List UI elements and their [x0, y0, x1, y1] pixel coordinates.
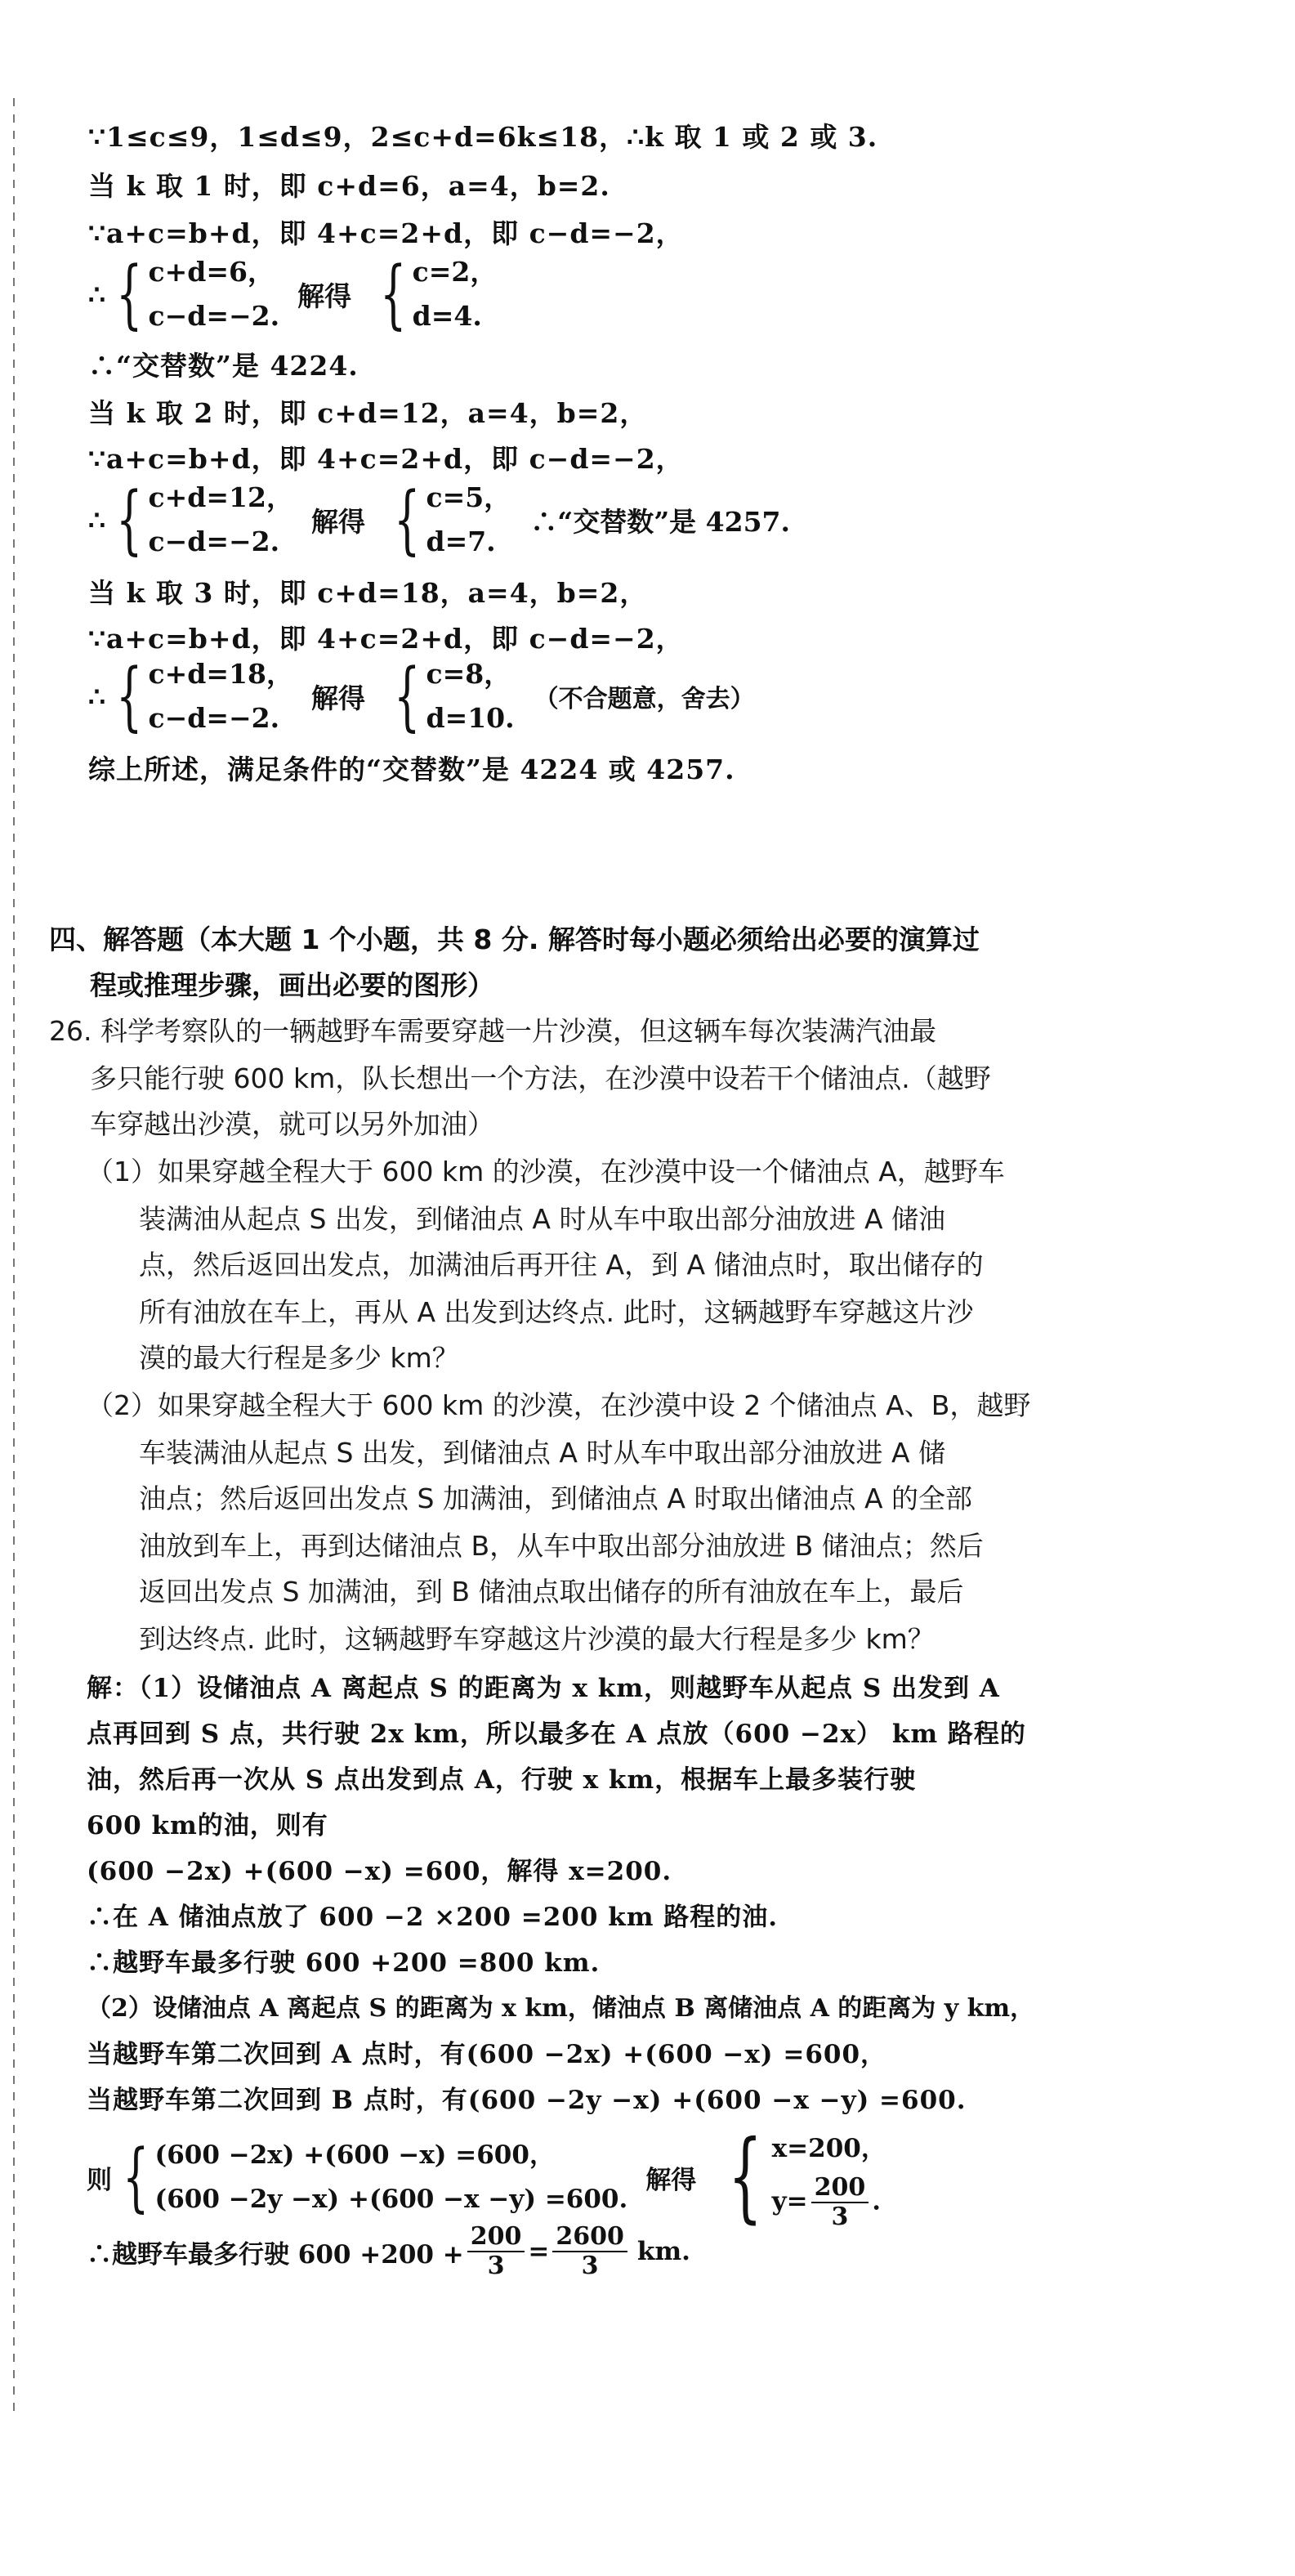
result: d=7.	[426, 525, 496, 557]
result: d=10.	[426, 702, 515, 734]
result: c=5，	[426, 481, 511, 513]
answer-line: (600 −2x) +(600 −x) =600，解得 x=200.	[87, 1857, 672, 1886]
equation: c+d=12，	[148, 481, 293, 513]
fraction: $\frac{200}{3}$	[467, 2223, 525, 2280]
answer-line: 解：（1）设储油点 A 离起点 S 的距离为 x km，则越野车从起点 S 出发到 A	[87, 1674, 1000, 1703]
fraction: $\frac{200}{3}$	[811, 2174, 869, 2231]
equation: (600 −2x) +(600 −x) =600，	[154, 2140, 555, 2170]
section-title: 四、解答题（本大题 1 个小题，共 8 分. 解答时每小题必须给出必要的演算过	[49, 924, 980, 955]
conclusion-note: （不合题意，舍去）	[534, 685, 755, 713]
left-brace: {	[116, 476, 143, 563]
left-brace: {	[394, 652, 421, 740]
problem-text: 26. 科学考察队的一辆越野车需要穿越一片沙漠，但这辆车每次装满汽油最	[49, 1015, 936, 1047]
solution-line: 当 k 取 1 时，即 c+d=6，a=4，b=2.	[88, 170, 610, 202]
solve-label: 解得	[310, 505, 365, 538]
question-2-text: 到达终点. 此时，这辆越野车穿越这片沙漠的最大行程是多少 km？	[139, 1623, 935, 1655]
left-brace: {	[116, 652, 143, 740]
result: x=200，	[771, 2134, 886, 2163]
equation-system	[88, 250, 497, 338]
then-label: 则	[87, 2165, 112, 2195]
left-brace: {	[394, 476, 421, 563]
fraction: $\frac{2600}{3}$	[552, 2223, 627, 2280]
left-brace: {	[123, 2133, 150, 2220]
answer-line: 油，然后再一次从 S 点出发到点 A，行驶 x km，根据车上最多装行驶	[87, 1765, 917, 1795]
answer-line: 当越野车第二次回到 A 点时，有(600 −2x) +(600 −x) =600，	[87, 2040, 887, 2069]
solution-line: 当 k 取 2 时，即 c+d=12，a=4，b=2，	[88, 397, 648, 429]
answer-line: （2）设储油点 A 离起点 S 的距离为 x km，储油点 B 离储油点 A 的距离为 y km，	[87, 1994, 1035, 2023]
question-1-text: 漠的最大行程是多少 km？	[139, 1342, 459, 1374]
solve-label: 解得	[310, 682, 365, 714]
answer-line: 当越野车第二次回到 B 点时，有(600 −2y −x) +(600 −x −y) =600.	[87, 2086, 967, 2115]
equation: c+d=18，	[148, 658, 293, 690]
equation: c−d=−2.	[148, 702, 280, 734]
question-2-text: 油点；然后返回出发点 S 加满油，到储油点 A 时取出储油点 A 的全部	[139, 1483, 973, 1514]
solution-line: ∵1≤c≤9，1≤d≤9，2≤c+d=6k≤18，∴k 取 1 或 2 或 3.	[88, 121, 878, 153]
result: c=2，	[412, 256, 498, 288]
answer-line: ∴在 A 储油点放了 600 −2 ×200 =200 km 路程的油.	[87, 1903, 779, 1932]
solve-label: 解得	[645, 2165, 697, 2195]
solution-conclusion: 综上所述，满足条件的“交替数”是 4224 或 4257.	[88, 754, 735, 785]
question-1-text: 点，然后返回出发点，加满油后再开往 A，到 A 储油点时，取出储存的	[139, 1249, 984, 1281]
solve-label: 解得	[297, 280, 352, 312]
solution-line: ∵a+c=b+d，即 4+c=2+d，即 c−d=−2，	[88, 623, 684, 655]
answer-line: 600 km的油，则有	[87, 1811, 328, 1840]
solution-line: 当 k 取 3 时，即 c+d=18，a=4，b=2，	[88, 577, 648, 609]
question-2-text: （2）如果穿越全程大于 600 km 的沙漠，在沙漠中设 2 个储油点 A、B，越野	[87, 1389, 1031, 1421]
equation: c−d=−2.	[148, 300, 280, 332]
answer-line: 点再回到 S 点，共行驶 2x km，所以最多在 A 点放（600 −2x） km 路程的	[87, 1720, 1026, 1749]
result: y= $\frac{200}{3}$ .	[771, 2173, 882, 2231]
section-title: 程或推理步骤，画出必要的图形）	[90, 969, 494, 1001]
solution-line: ∴“交替数”是 4224.	[88, 350, 359, 382]
result: d=4.	[412, 300, 482, 332]
equation: c−d=−2.	[148, 525, 280, 557]
equation-system	[87, 2120, 886, 2234]
therefore-symbol: ∴	[88, 680, 105, 713]
equation-system	[88, 476, 790, 564]
left-brace: {	[728, 2120, 763, 2234]
therefore-symbol: ∴	[88, 503, 105, 536]
question-2-text: 油放到车上，再到达储油点 B，从车中取出部分油放进 B 储油点；然后	[139, 1530, 984, 1562]
therefore-symbol: ∴	[88, 278, 105, 311]
equation: (600 −2y −x) +(600 −x −y) =600.	[154, 2185, 628, 2214]
left-margin-dashed-line	[13, 98, 15, 2419]
result: c=8，	[426, 658, 511, 690]
left-brace: {	[116, 250, 143, 338]
question-1-text: （1）如果穿越全程大于 600 km 的沙漠，在沙漠中设一个储油点 A，越野车	[87, 1156, 1005, 1187]
solution-line: ∵a+c=b+d，即 4+c=2+d，即 c−d=−2，	[88, 443, 684, 475]
final-answer: ∴越野车最多行驶 600 +200 + $\frac{200}{3}$ = $\frac{2600}{3}$ km.	[87, 2222, 690, 2280]
problem-text: 多只能行驶 600 km，队长想出一个方法，在沙漠中设若干个储油点.（越野	[90, 1062, 991, 1094]
left-brace: {	[380, 250, 407, 338]
question-1-text: 装满油从起点 S 出发，到储油点 A 时从车中取出部分油放进 A 储油	[139, 1203, 946, 1235]
conclusion-note: ∴“交替数”是 4257.	[530, 505, 791, 538]
problem-text: 车穿越出沙漠，就可以另外加油）	[90, 1108, 494, 1140]
question-2-text: 车装满油从起点 S 出发，到储油点 A 时从车中取出部分油放进 A 储	[139, 1437, 946, 1469]
answer-line: ∴越野车最多行驶 600 +200 =800 km.	[87, 1948, 601, 1978]
equation: c+d=6，	[148, 256, 275, 288]
solution-line: ∵a+c=b+d，即 4+c=2+d，即 c−d=−2，	[88, 217, 684, 249]
equation-system	[88, 652, 755, 740]
question-2-text: 返回出发点 S 加满油，到 B 储油点取出储存的所有油放在车上，最后	[139, 1576, 964, 1608]
question-1-text: 所有油放在车上，再从 A 出发到达终点. 此时，这辆越野车穿越这片沙	[139, 1296, 974, 1328]
